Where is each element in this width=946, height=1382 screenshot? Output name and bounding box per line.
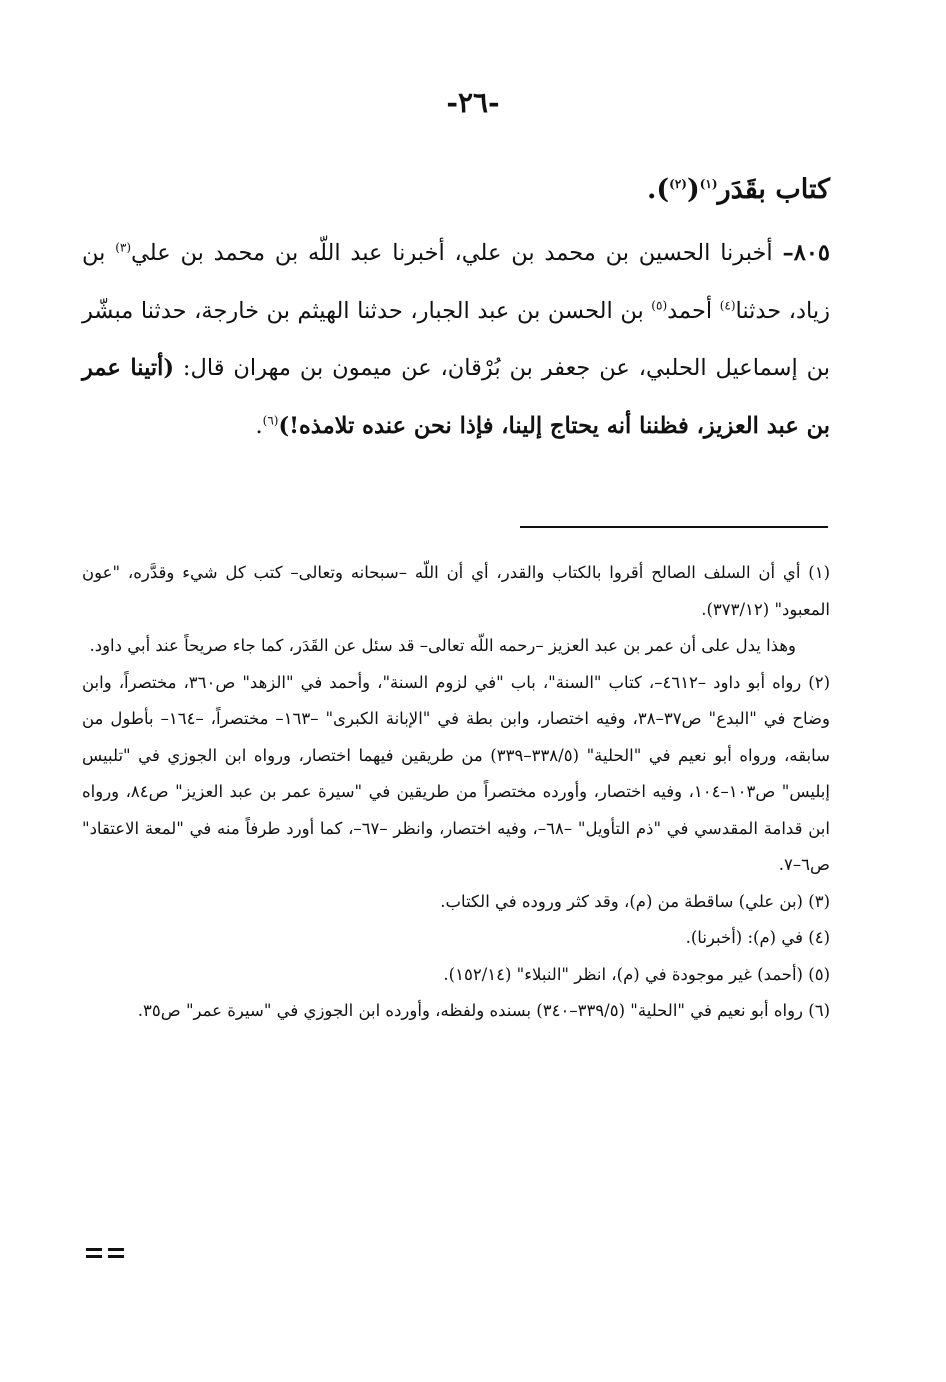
end-mark-bar (108, 1255, 124, 1258)
footnote-5: (٥) (أحمد) غير موجودة في (م)، انظر "النبلاء" (١٥٢/١٤). (443, 964, 830, 984)
end-mark-bar (86, 1248, 102, 1251)
chapter-paren-close: ). (646, 174, 670, 205)
footnote-ref-4: (٤) (719, 298, 736, 312)
footnote-6: (٦) رواه أبو نعيم في "الحلية" (٣٣٩/٥–٣٤٠) بسنده ولفظه، وأورده ابن الجوزي في "سيرة عمر" ص٣٥. (137, 1001, 830, 1020)
footnote-2: (٢) رواه أبو داود –٤٦١٢–، كتاب "السنة"، باب "في لزوم السنة"، وأحمد في "الزهد" ص٣٦٠، مختصراً، وابن وضاح في "البدع" ص٣٧–٣٨، وفيه اختصار، وابن بطة في "الإبانة الكبرى" –١٦٣– مختصراً، –١٦٤– بأطول من سابقه، ورواه أبو نعيم في "الحلية" (٣٣٨/٥–٣٣٩) من طريقين فيهما اختصار، ورواه ابن الجوزي في "تلبيس إبليس" ص١٠٣–١٠٤، وفيه اختصار، وأورده مختصراً من طريقين في "سيرة عمر بن عبد العزيز" ص٨٤، ورواه ابن قدامة المقدسي في "ذم التأويل" –٦٨–، وفيه اختصار، وانظر –٦٧–، كما أورد طرفاً منه في "لمعة الاعتقاد" ص٦–٧. (82, 672, 830, 874)
end-mark-bar (86, 1255, 102, 1258)
footnotes (82, 555, 830, 1030)
isnad-part-2: بن زياد، حدثنا (82, 240, 830, 324)
footnote-1: (١) أي أن السلف الصالح أقروا بالكتاب والقدر، أي أن اللّه –سبحانه وتعالى– كتب كل شيء وقدَّره، "عون المعبود" (٣٧٣/١٢). (82, 563, 830, 619)
matn-quote: (أتينا عمر بن عبد العزيز، فظننا أنه يحتاج إلينا، فإذا نحن عنده تلامذه!) (82, 355, 830, 439)
isnad-part-1: أخبرنا الحسين بن محمد بن علي، أخبرنا عبد اللّه بن محمد بن علي (131, 240, 783, 266)
footnote-ref-1: (١) (699, 177, 718, 191)
footnote-ref-2: (٢) (669, 177, 687, 191)
end-mark (86, 1244, 128, 1262)
isnad-part-4: بن الحسن بن عبد الجبار، حدثنا الهيثم بن خارجة، حدثنا مبشّر بن إسماعيل الحلبي، عن جعفر بن بُرْقان، عن ميمون بن مهران قال: (82, 297, 830, 381)
hadith-805 (82, 225, 830, 455)
end-mark-bar (108, 1248, 124, 1251)
chapter-paren-open: ( (686, 174, 700, 205)
isnad-part-3: أحمد (667, 297, 720, 324)
page-number: -٢٦- (446, 86, 500, 119)
hadith-number: ٨٠٥– (782, 240, 830, 266)
footnote-ref-6: (٦) (262, 413, 279, 427)
footnote-1-continuation: وهذا يدل على أن عمر بن عبد العزيز –رحمه اللّه تعالى– قد سئل عن القَدَر، كما جاء صريحاً عند أبي داود. (89, 636, 796, 655)
footnote-3: (٣) (بن علي) ساقطة من (م)، وقد كثر وروده في الكتاب. (440, 891, 830, 911)
chapter-title-text: كتاب بقَدَر (717, 174, 830, 205)
chapter-title (82, 165, 830, 215)
footnote-4: (٤) في (م): (أخبرنا). (685, 928, 830, 947)
hadith-end: . (255, 412, 263, 439)
footnote-separator (520, 526, 828, 528)
footnote-ref-5: (٥) (651, 298, 668, 312)
footnote-ref-3: (٣) (115, 240, 132, 255)
